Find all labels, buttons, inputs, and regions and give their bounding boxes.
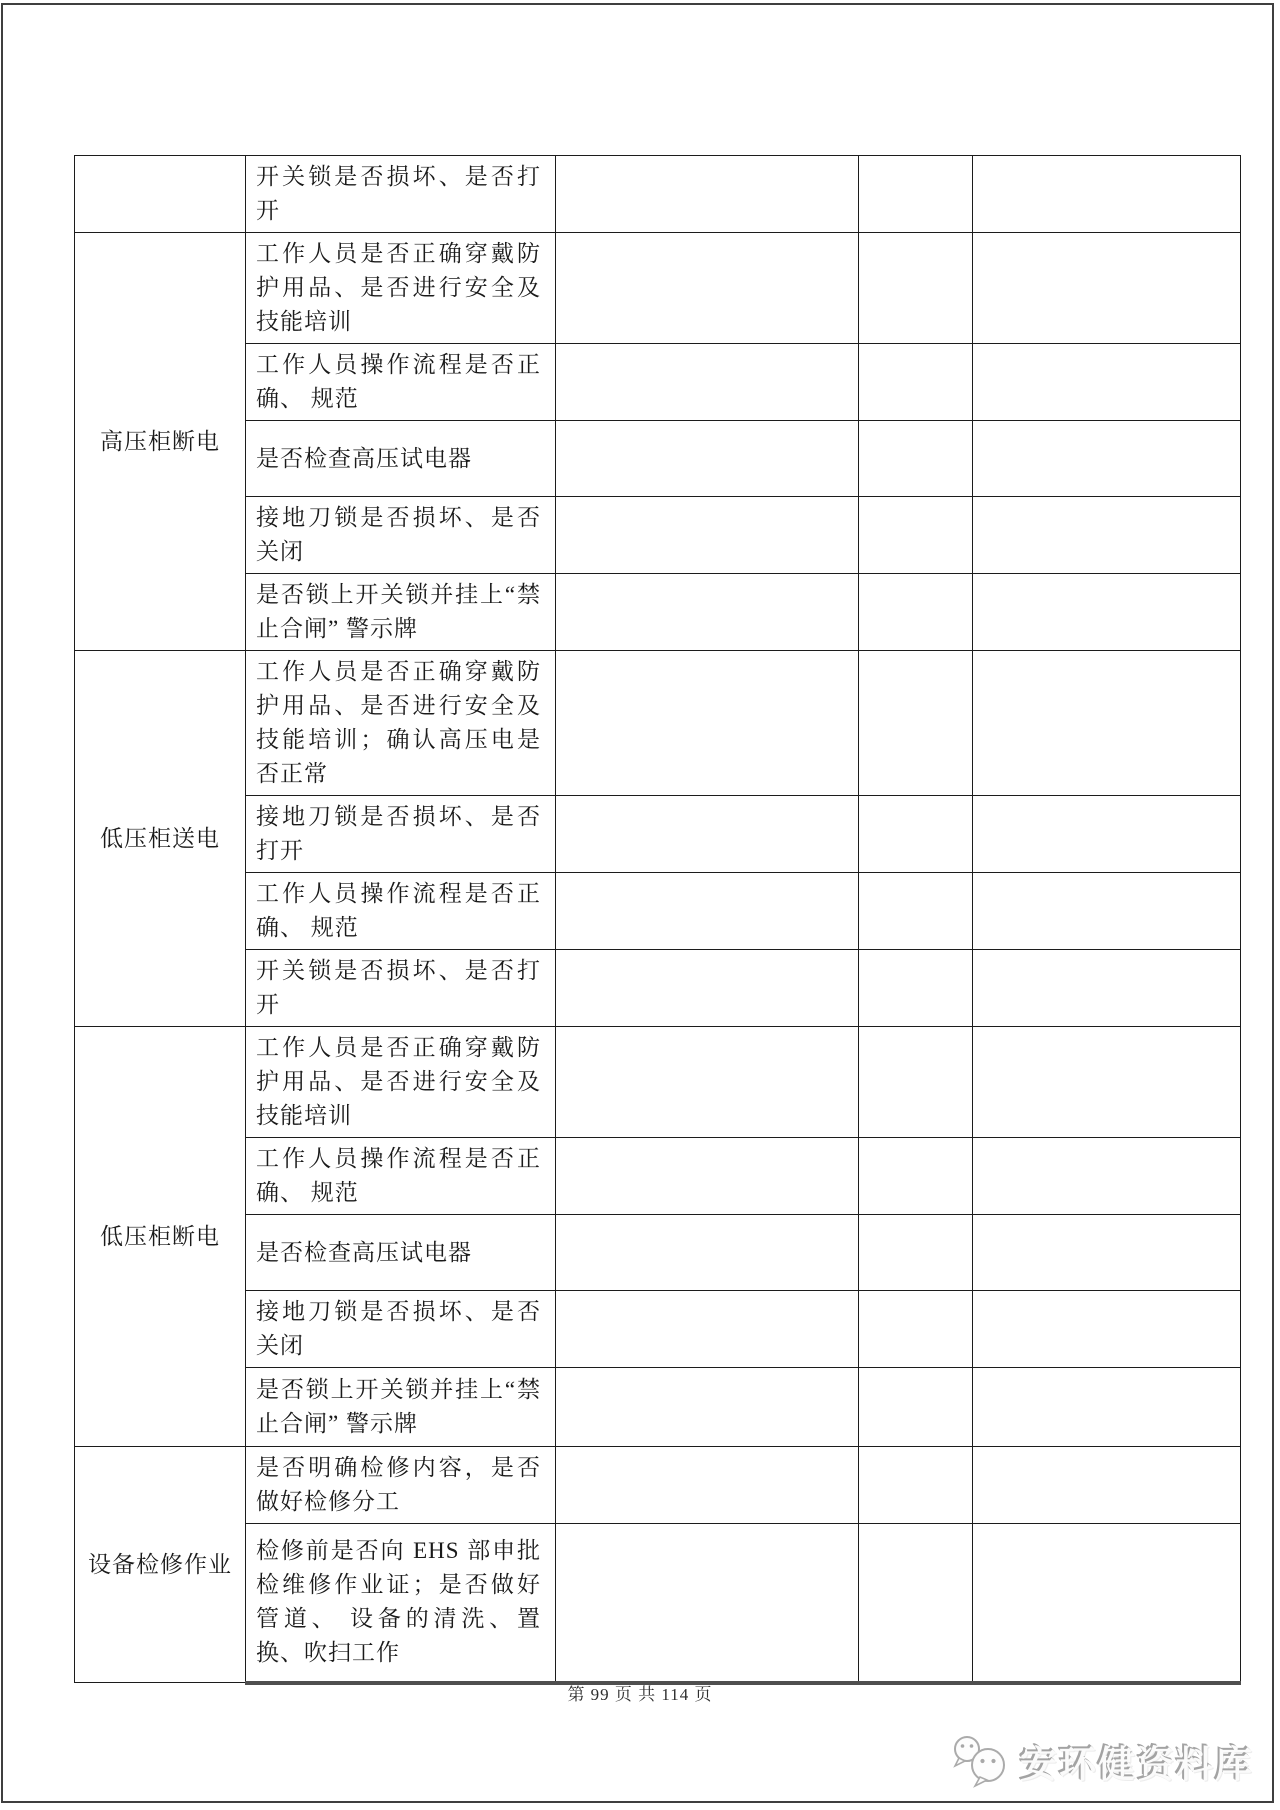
item-cell: 检修前是否向 EHS 部申批检维修作业证；是否做好管道、 设备的清洗、置换、吹扫工作 <box>246 1524 556 1683</box>
table-row <box>75 497 1241 574</box>
item-cell: 是否检查高压试电器 <box>246 421 556 497</box>
chat-bubbles-icon <box>950 1734 1012 1788</box>
blank-cell <box>973 651 1241 796</box>
blank-cell <box>556 1027 859 1138</box>
category-cell: 低压柜断电 <box>75 1027 246 1447</box>
blank-cell <box>859 1368 973 1447</box>
blank-cell <box>556 950 859 1027</box>
blank-cell <box>556 233 859 344</box>
item-cell: 是否检查高压试电器 <box>246 1215 556 1291</box>
item-cell: 工作人员是否正确穿戴防护用品、是否进行安全及技能培训；确认高压电是否正常 <box>246 651 556 796</box>
blank-cell <box>973 574 1241 651</box>
item-cell: 工作人员操作流程是否正确、 规范 <box>246 873 556 950</box>
table-row <box>75 1524 1241 1683</box>
blank-cell <box>859 796 973 873</box>
item-cell: 是否明确检修内容，是否做好检修分工 <box>246 1447 556 1524</box>
blank-cell <box>859 1027 973 1138</box>
blank-cell <box>859 1215 973 1291</box>
blank-cell <box>859 574 973 651</box>
table-row <box>75 1215 1241 1291</box>
blank-cell <box>556 796 859 873</box>
blank-cell <box>556 344 859 421</box>
table-row <box>75 421 1241 497</box>
item-cell: 工作人员操作流程是否正确、 规范 <box>246 344 556 421</box>
category-cell-empty <box>75 156 246 233</box>
blank-cell <box>859 950 973 1027</box>
item-cell: 接地刀锁是否损坏、是否关闭 <box>246 1291 556 1368</box>
category-cell: 低压柜送电 <box>75 651 246 1027</box>
blank-cell <box>859 1138 973 1215</box>
table-row <box>75 1447 1241 1524</box>
blank-cell <box>859 873 973 950</box>
item-cell: 工作人员操作流程是否正确、 规范 <box>246 1138 556 1215</box>
table-row <box>75 344 1241 421</box>
blank-cell <box>973 1215 1241 1291</box>
item-cell: 开关锁是否损坏、是否打开 <box>246 950 556 1027</box>
blank-cell <box>859 1447 973 1524</box>
blank-cell <box>556 651 859 796</box>
blank-cell <box>973 1368 1241 1447</box>
blank-cell <box>859 344 973 421</box>
blank-cell <box>556 156 859 233</box>
blank-cell <box>973 1291 1241 1368</box>
table-row <box>75 233 1241 344</box>
blank-cell <box>859 156 973 233</box>
blank-cell <box>973 796 1241 873</box>
table-row <box>75 156 1241 233</box>
item-cell: 是否锁上开关锁并挂上“禁止合闸” 警示牌 <box>246 1368 556 1447</box>
safety-checklist-table <box>74 155 1241 1685</box>
blank-cell <box>973 344 1241 421</box>
table-row <box>75 574 1241 651</box>
blank-cell <box>556 873 859 950</box>
blank-cell <box>556 1291 859 1368</box>
blank-cell <box>556 574 859 651</box>
table-row <box>75 1368 1241 1447</box>
page-number: 第 99 页 共 114 页 <box>567 1685 713 1704</box>
table-row <box>75 796 1241 873</box>
watermark <box>950 1734 1254 1788</box>
blank-cell <box>859 1291 973 1368</box>
blank-cell <box>973 1524 1241 1683</box>
blank-cell <box>859 421 973 497</box>
category-cell: 设备检修作业 <box>75 1447 246 1683</box>
item-cell: 工作人员是否正确穿戴防护用品、是否进行安全及技能培训 <box>246 233 556 344</box>
table-row <box>75 1291 1241 1368</box>
blank-cell <box>973 1447 1241 1524</box>
blank-cell <box>973 156 1241 233</box>
blank-cell <box>973 421 1241 497</box>
table-row <box>75 1027 1241 1138</box>
blank-cell <box>973 1027 1241 1138</box>
blank-cell <box>556 1368 859 1447</box>
item-cell: 是否锁上开关锁并挂上“禁止合闸” 警示牌 <box>246 574 556 651</box>
blank-cell <box>556 1215 859 1291</box>
item-cell: 开关锁是否损坏、是否打开 <box>246 156 556 233</box>
item-cell: 接地刀锁是否损坏、是否关闭 <box>246 497 556 574</box>
table-row <box>75 950 1241 1027</box>
blank-cell <box>556 1447 859 1524</box>
item-cell: 接地刀锁是否损坏、是否打开 <box>246 796 556 873</box>
category-cell: 高压柜断电 <box>75 233 246 651</box>
blank-cell <box>859 497 973 574</box>
blank-cell <box>973 233 1241 344</box>
blank-cell <box>859 233 973 344</box>
blank-cell <box>556 1524 859 1683</box>
blank-cell <box>859 1524 973 1683</box>
blank-cell <box>973 950 1241 1027</box>
blank-cell <box>973 1138 1241 1215</box>
blank-cell <box>556 1138 859 1215</box>
blank-cell <box>859 651 973 796</box>
blank-cell <box>556 497 859 574</box>
blank-cell <box>556 421 859 497</box>
item-cell: 工作人员是否正确穿戴防护用品、是否进行安全及技能培训 <box>246 1027 556 1138</box>
blank-cell <box>973 873 1241 950</box>
table-row <box>75 1138 1241 1215</box>
table-row <box>75 873 1241 950</box>
watermark-label: 安环健资料库 <box>1020 1745 1254 1786</box>
blank-cell <box>973 497 1241 574</box>
table-row <box>75 651 1241 796</box>
